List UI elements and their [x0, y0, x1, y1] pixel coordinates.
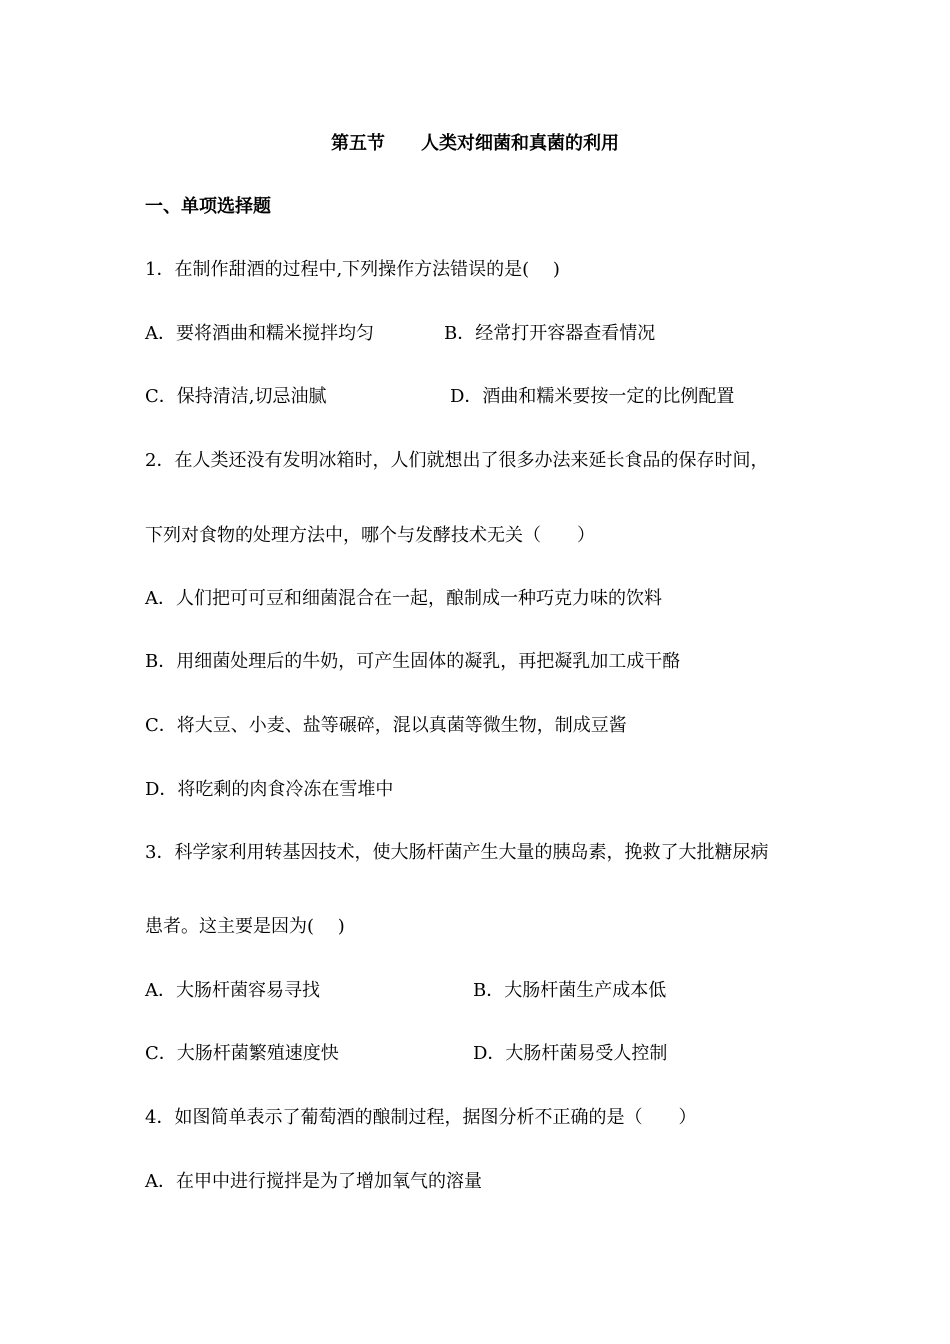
- option-c: C．大肠杆菌繁殖速度快: [145, 1043, 339, 1064]
- option-a: A．在甲中进行搅拌是为了增加氧气的溶量: [145, 1171, 482, 1192]
- option-b: B．经常打开容器查看情况: [444, 323, 656, 344]
- question-stem: 3．科学家利用转基因技术，使大肠杆菌产生大量的胰岛素，挽救了大批糖尿病: [145, 842, 769, 863]
- option-a: A．人们把可可豆和细菌混合在一起，酿制成一种巧克力味的饮料: [145, 588, 662, 609]
- option-a: A．大肠杆菌容易寻找: [145, 980, 320, 1001]
- option-c: C．保持清洁,切忌油腻: [145, 386, 327, 407]
- option-c: C．将大豆、小麦、盐等碾碎，混以真菌等微生物，制成豆酱: [145, 715, 627, 736]
- section-heading: 一、单项选择题: [145, 196, 271, 217]
- question-stem-continued: 下列对食物的处理方法中，哪个与发酵技术无关（ ）: [145, 525, 595, 546]
- option-b: B．用细菌处理后的牛奶，可产生固体的凝乳，再把凝乳加工成干酪: [145, 651, 681, 672]
- option-b: B．大肠杆菌生产成本低: [473, 980, 667, 1001]
- option-d: D．将吃剩的肉食冷冻在雪堆中: [145, 779, 394, 800]
- option-a: A．要将酒曲和糯米搅拌均匀: [145, 323, 374, 344]
- page-title: 第五节 人类对细菌和真菌的利用: [331, 133, 619, 154]
- question-stem: 4．如图简单表示了葡萄酒的酿制过程，据图分析不正确的是（ ）: [145, 1107, 697, 1128]
- question-stem: 1．在制作甜酒的过程中,下列操作方法错误的是( ): [145, 259, 560, 280]
- option-d: D．大肠杆菌易受人控制: [473, 1043, 668, 1064]
- question-stem-continued: 患者。这主要是因为( ): [145, 916, 345, 937]
- option-d: D．酒曲和糯米要按一定的比例配置: [450, 386, 735, 407]
- question-stem: 2．在人类还没有发明冰箱时，人们就想出了很多办法来延长食品的保存时间，: [145, 450, 769, 471]
